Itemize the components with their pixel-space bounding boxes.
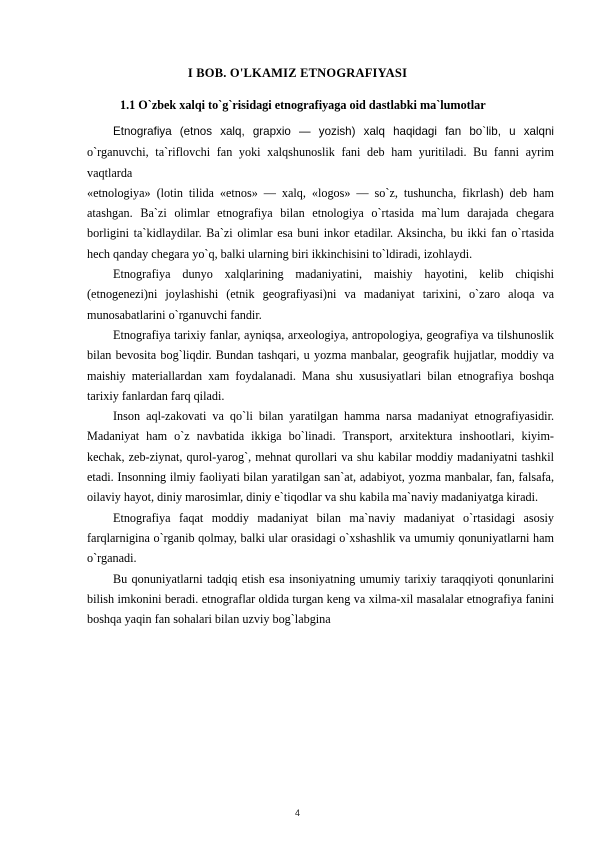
paragraph-5: Inson aql-zakovati va qo`li bilan yaratilgan hamma narsa madaniyat etnografiyasidir. Madaniyat ham o`z navbatida ikkiga bo`linadi. Transport, arxitektura inshootlari, kiyim-kechak, zeb-ziynat, qurol-yarog`, mehnat qurollari va shu kabilar moddiy madaniyatni tashkil etadi. Insonning ilmiy faoliyati bilan yaratilgan san`at, adabiyot, yozma manbalar, fan, falsafa, oilaviy hayot, diniy marosimlar, diniy e`tiqodlar va shu kabila ma`naviy madaniyatga kiradi.: [87, 409, 554, 505]
paragraph-1-first-line: Etnografiya (etnos xalq, grapxio — yozish) xalq haqidagi fan bo`lib, u xalqni: [113, 125, 554, 138]
paragraph-1: [87, 121, 554, 183]
paragraph-6: Etnografiya faqat moddiy madaniyat bilan ma`naviy madaniyat o`rtasidagi asosiy farqlarnigina o`rganib qolmay, balki ular orasidagi o`xshashlik va umumiy qonuniyatlarni ham o`rganadi.: [87, 510, 554, 566]
paragraph-3: Etnografiya dunyo xalqlarining madaniyatini, maishiy hayotini, kelib chiqishi (etnogenezi)ni joylashishi (etnik geografiyasi)ni va madaniyat tarixini, o`zaro aloqa va munosabatlarini o`rganuvchi fandir.: [87, 267, 554, 322]
paragraph-1-rest: o`rganuvchi, ta`riflovchi fan yoki xalqshunoslik fani deb ham yuritiladi. Bu fanni ayrim vaqtlarda: [87, 145, 554, 180]
chapter-title: I BOB. O'LKAMIZ ETNOGRAFIYASI: [187, 66, 408, 80]
paragraph-2: «etnologiya» (lotin tilida «etnos» — xalq, «logos» — so`z, tushuncha, fikrlash) deb ham atashgan. Ba`zi olimlar etnografiya bilan etnologiya o`rtasida ma`lum darajada chegara borligini ta`kidlaydilar. Ba`zi olimlar esa buni inkor etadilar. Aksincha, bu ikki fan o`rtasida hech qanday chegara yo`q, balki ularning biri ikkinchisini to`ldiradi, izohlaydi.: [87, 185, 554, 261]
paragraph-7: Bu qonuniyatlarni tadqiq etish esa insoniyatning umumiy tarixiy taraqqiyoti qonunlarini bilish imkonini beradi. etnograflar oldida turgan keng va xilma-xil masalalar etnografiya fanini boshqa yaqin fan sohalari bilan uzviy bog`labgina: [87, 571, 554, 627]
paragraph-4: Etnografiya tarixiy fanlar, ayniqsa, arxeologiya, antropologiya, geografiya va tilshunoslik bilan bevosita bog`liqdir. Bundan tashqari, u yozma manbalar, geografik hujjatlar, moddiy va maishiy materiallardan xam foydalanadi. Mana shu xususiyatlari bilan etnografiya boshqa tarixiy fanlardan farq qiladi.: [87, 327, 554, 403]
section-title: 1.1 O`zbek xalqi to`g`risidagi etnografiyaga oid dastlabki ma`lumotlar: [120, 98, 486, 112]
page-number: 4: [294, 808, 300, 818]
body-text: [87, 121, 554, 629]
